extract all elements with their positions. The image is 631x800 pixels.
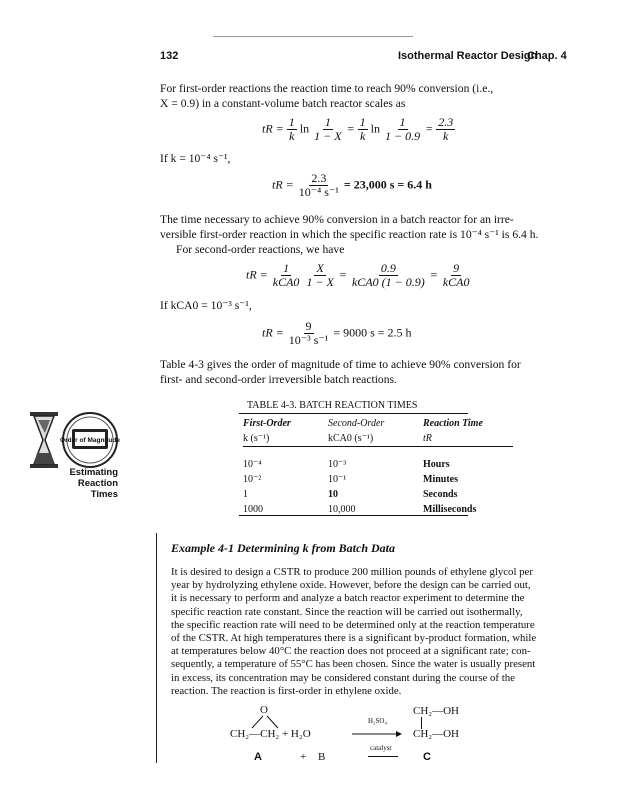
eq3-f2-den: 1 − X (306, 275, 334, 289)
eq1-ln-2: ln (370, 121, 380, 136)
example-line: It is desired to design a CSTR to produce 200 million pounds of ethylene glycol per (171, 566, 533, 578)
eq3-f4-den: kCA0 (442, 275, 470, 289)
example-line: sequently, a temperature of 55°C has been chosen. Since the water is usually present (171, 658, 536, 671)
label-a: A (254, 751, 262, 763)
label-plus: + (300, 751, 307, 763)
eq1-equals-1: = (346, 121, 355, 136)
epoxide-oxygen: O (260, 704, 268, 716)
page-number: 132 (160, 50, 179, 62)
cell-reaction-time: Hours (423, 459, 450, 470)
col-header-reaction-time: Reaction Time (423, 418, 483, 429)
product-bottom: CH₂—OH (413, 728, 460, 740)
eq2-lhs: tR = (272, 177, 294, 192)
col-header-second-order: Second-Order (328, 418, 385, 429)
example-line: specific reaction rate constant. Since the reaction will be carried out isothermally, (171, 605, 523, 618)
if-k-line: If k = 10⁻⁴ s⁻¹, (160, 152, 231, 165)
eq3-f3-den: kCA0 (1 − 0.9) (351, 275, 425, 289)
eq1-f4-den: 1 − 0.9 (385, 129, 421, 143)
catalyst-bottom-label: catalyst (370, 744, 392, 752)
top-rule (213, 36, 413, 37)
col-units-reaction-time: tR (423, 433, 432, 444)
eq1-f5-den: k (443, 129, 449, 143)
reaction-arrow-icon (352, 730, 402, 738)
example-line: it is necessary to perform and analyze a batch reactor experiment to determine the (171, 592, 525, 605)
table-row (243, 472, 513, 487)
equation-1 (262, 116, 455, 143)
eq2-rhs: = 23,000 s = 6.4 h (343, 177, 432, 192)
table-row (243, 457, 513, 472)
cell-second-order: 10⁻¹ (328, 474, 347, 485)
label-b: B (318, 751, 326, 763)
eq2-num: 2.3 (311, 171, 327, 185)
catalyst-top-label: H₂SO₄ (368, 717, 387, 725)
example-title: Example 4-1 Determining k from Batch Data (171, 541, 396, 555)
eq3-equals-2: = (429, 267, 438, 282)
equation-3 (246, 262, 472, 289)
running-title: Isothermal Reactor Design (398, 50, 538, 62)
eq1-lhs: tR = (262, 121, 284, 136)
eq4-num: 9 (305, 319, 312, 333)
cell-first-order: 10⁻⁴ (243, 459, 262, 470)
cell-first-order: 10⁻² (243, 474, 262, 485)
margin-note-line-1: Estimating Reaction (69, 467, 118, 489)
cell-reaction-time: Seconds (423, 489, 458, 500)
if-kca-line: If kCA0 = 10⁻³ s⁻¹, (160, 299, 252, 312)
eq3-f1-den: kCA0 (272, 275, 300, 289)
eq2-den: 10⁻⁴ s⁻¹ (298, 185, 339, 199)
eq1-equals-2: = (425, 121, 434, 136)
para3-line-2: first- and second-order irreversible batch reactions. (160, 373, 397, 386)
example-line: at temperatures below 40°C the reaction does not proceed at a significant rate; con- (171, 645, 531, 658)
eq1-f5-num: 2.3 (438, 115, 454, 129)
cell-reaction-time: Milliseconds (423, 504, 477, 515)
eq1-f3-num: 1 (359, 115, 366, 129)
table-header-row (243, 416, 513, 431)
eq1-ln-1: ln (299, 121, 310, 136)
cell-second-order: 10 (328, 489, 338, 500)
equation-2 (272, 172, 432, 199)
eq1-f4-num: 1 (399, 115, 406, 129)
cell-reaction-time: Minutes (423, 474, 458, 485)
chapter-label: Chap. 4 (527, 50, 567, 62)
intro-line-2: X = 0.9) in a constant-volume batch reactor scales as (160, 97, 406, 110)
batch-times-table (243, 416, 513, 517)
example-line: reaction. The reaction is first-order in ethylene oxide. (171, 684, 402, 697)
eq1-f1-num: 1 (288, 115, 295, 129)
cell-second-order: 10,000 (328, 504, 356, 515)
label-c: C (423, 751, 431, 763)
intro-line-1: For first-order reactions the reaction time to reach 90% conversion (i.e., (160, 82, 494, 95)
example-line: year by hydrolyzing ethylene oxide. However, before the design can be carried out, (171, 579, 531, 592)
hourglass-icon (28, 411, 120, 469)
example-line: in excess, its concentration may be considered constant during the course of the (171, 671, 515, 684)
catalyst-underline (368, 756, 398, 757)
eq1-f3-den: k (359, 129, 366, 143)
margin-note-line-2: Times (90, 489, 118, 500)
eq3-f4-num: 9 (453, 261, 460, 275)
eq3-f2-num: X (316, 261, 324, 275)
eq1-f1-den: k (289, 129, 295, 143)
cell-first-order: 1000 (243, 504, 263, 515)
example-line: the specific reaction rate will need to be determined only at the reaction temperature (171, 618, 535, 631)
example-body (171, 566, 536, 698)
margin-note (46, 467, 118, 500)
product-top: CH₂—OH (413, 705, 460, 717)
eq3-equals-1: = (338, 267, 347, 282)
col-header-first-order: First-Order (243, 418, 291, 429)
table-top-rule (239, 413, 468, 414)
para2-line-2: versible first-order reaction in which the specific reaction rate is 10⁻⁴ s⁻¹ is 6.4 h. (160, 228, 539, 241)
eq4-den: 10⁻³ s⁻¹ (288, 333, 329, 347)
cell-first-order: 1 (243, 489, 248, 500)
para2-line-3: For second-order reactions, we have (176, 243, 345, 256)
reactants: CH₂—CH₂ + H₂O (230, 728, 311, 740)
icon-label: Order of Magnitude (60, 437, 120, 444)
eq3-f3-num: 0.9 (380, 261, 396, 275)
col-units-second-order: kCA0 (s⁻¹) (328, 433, 374, 444)
eq4-lhs: tR = (262, 325, 284, 340)
table-header-units-row (243, 431, 513, 447)
eq4-rhs: = 9000 s = 2.5 h (333, 325, 412, 340)
table-bottom-rule (239, 515, 468, 516)
para2-line-1: The time necessary to achieve 90% conversion in a batch reactor for an irre- (160, 213, 514, 226)
para3-line-1: Table 4-3 gives the order of magnitude of time to achieve 90% conversion for (160, 358, 521, 371)
example-side-rule (156, 533, 157, 763)
eq1-f2-den: 1 − X (314, 129, 342, 143)
eq1-f2-num: 1 (324, 115, 331, 129)
table-caption: TABLE 4-3. BATCH REACTION TIMES (247, 400, 418, 411)
estimating-times-icon (28, 411, 120, 469)
cell-second-order: 10⁻³ (328, 459, 347, 470)
example-line: of the CSTR. At high temperatures there is a significant by-product formation, while (171, 632, 537, 645)
equation-4 (262, 320, 412, 347)
reaction-scheme (230, 700, 500, 792)
col-units-first-order: k (s⁻¹) (243, 433, 270, 444)
table-row (243, 487, 513, 502)
eq3-lhs: tR = (246, 267, 268, 282)
eq3-f1-num: 1 (283, 261, 290, 275)
